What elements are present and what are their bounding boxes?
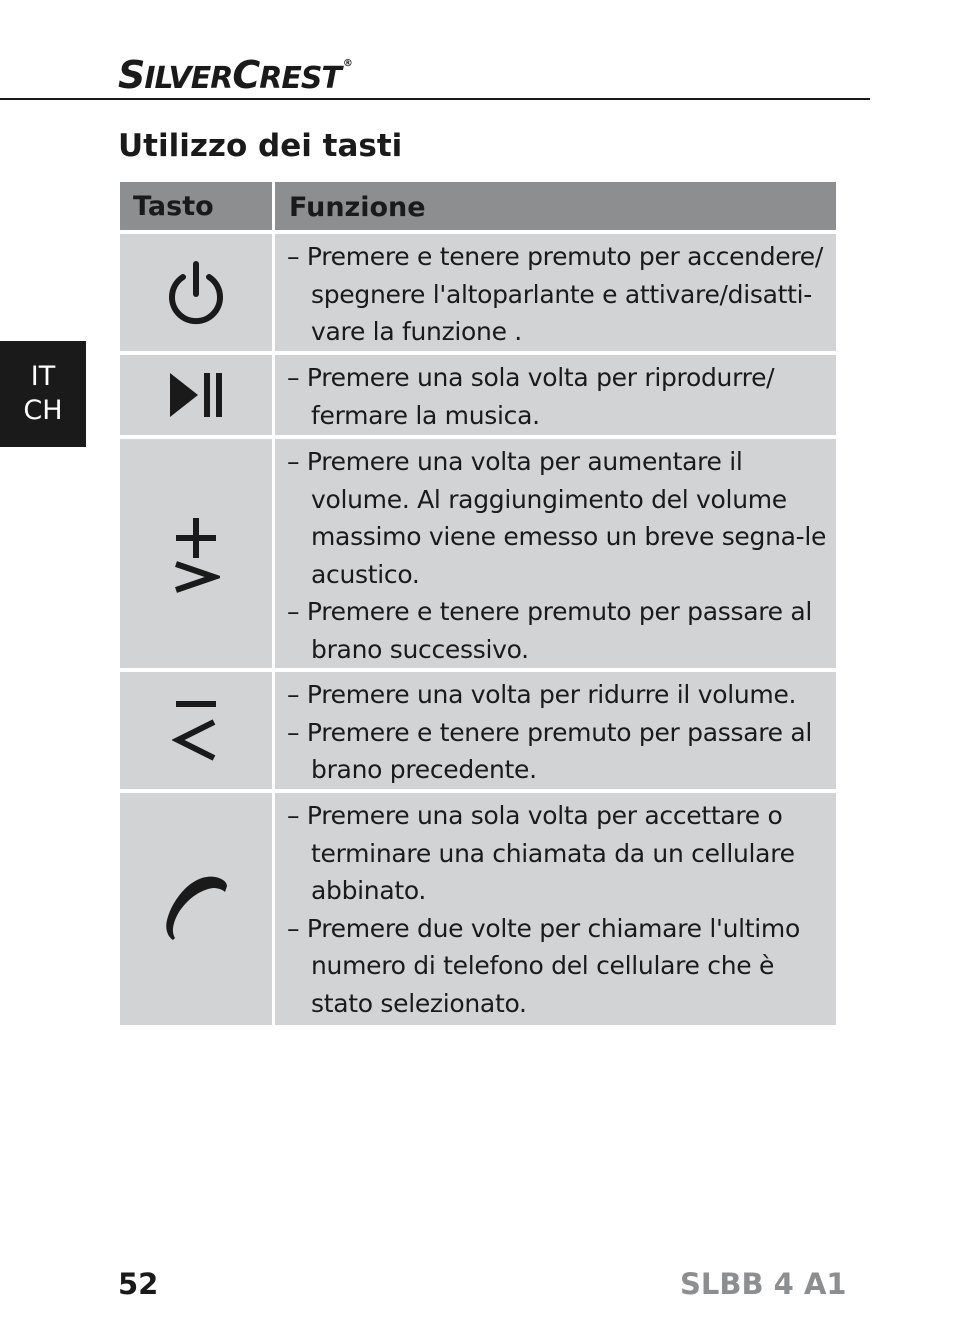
phone-icon [161,874,231,944]
model-name: SLBB 4 A1 [680,1267,847,1301]
page-number: 52 [118,1267,159,1301]
function-item: – Premere e tenere premuto per accendere/ spegnere l'altoparlante e attivare/disatti-vare la funzione . [287,238,828,351]
table-header-row [120,182,836,230]
function-cell-play-pause [275,355,836,435]
function-item: – Premere e tenere premuto per passare al brano successivo. [287,593,828,668]
header-cell-function [275,182,836,230]
function-cell-volume-down [275,672,836,789]
function-item: – Premere due volte per chiamare l'ultimo numero di telefono del cellulare che è stato selezionato. [287,910,828,1023]
table-row-phone [120,793,836,1025]
header-cell-key [120,182,272,230]
function-cell-phone [275,793,836,1025]
key-cell-power [120,234,272,351]
key-cell-phone [120,793,272,1025]
function-item: – Premere una volta per aumentare il volume. Al raggiungimento del volume massimo viene emesso un breve segna-le acustico. [287,443,828,593]
function-cell-volume-up [275,439,836,668]
function-item: – Premere una volta per ridurre il volume. [287,676,828,714]
function-cell-power [275,234,836,351]
table-row-volume-down [120,672,836,789]
volume-up-next-icon [172,514,220,594]
function-item: – Premere una sola volta per accettare o terminare una chiamata da un cellulare abbinato. [287,797,828,910]
key-cell-volume-down [120,672,272,789]
volume-down-previous-icon [172,700,220,762]
table-row-play-pause [120,355,836,435]
brand-logo: SILVERCREST ® [118,53,352,97]
function-item: – Premere e tenere premuto per passare al brano precedente. [287,714,828,789]
language-tab [0,341,86,447]
language-code-it: IT [30,361,56,392]
key-cell-play-pause [120,355,272,435]
page-title: Utilizzo dei tasti [118,128,403,164]
buttons-table [120,182,836,1025]
header-rule [0,98,870,100]
header-key-label: Tasto [133,190,214,222]
power-icon [166,260,226,326]
header-function-label: Funzione [289,191,426,223]
play-pause-icon [168,371,224,419]
table-row-power [120,234,836,351]
language-code-ch: CH [23,395,63,426]
key-cell-volume-up [120,439,272,668]
table-row-volume-up [120,439,836,668]
function-item: – Premere una sola volta per riprodurre/ fermare la musica. [287,359,828,434]
